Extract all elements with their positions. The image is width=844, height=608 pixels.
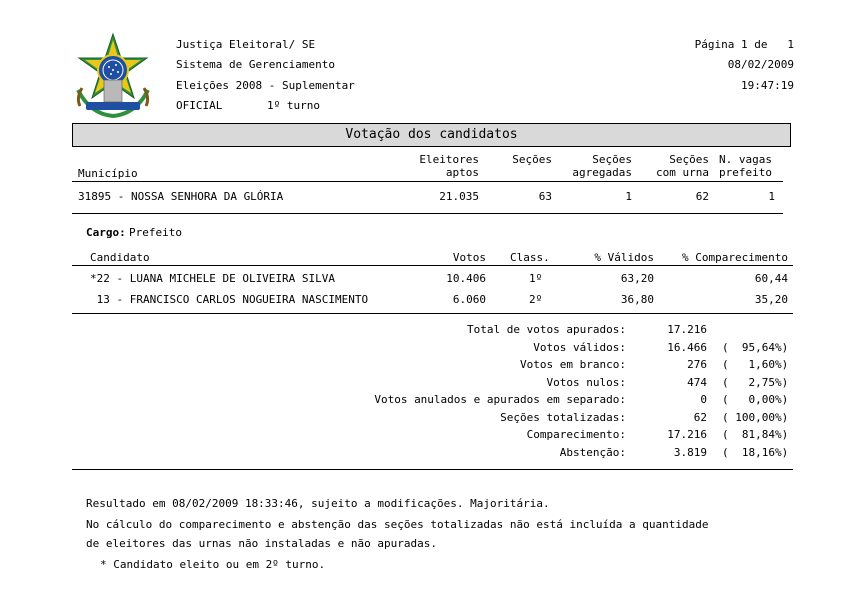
- candidate-votos: 6.060: [452, 293, 486, 306]
- report-date: 08/02/2009: [727, 58, 794, 71]
- candidate-class: 2º: [529, 293, 543, 306]
- candidate-validos: 36,80: [620, 293, 654, 306]
- totals-label: Votos válidos:: [533, 341, 626, 354]
- divider: [72, 313, 793, 314]
- totals-pct: ( 81,84%): [722, 428, 789, 441]
- candidate-comparecimento: 35,20: [754, 293, 788, 306]
- totals-value: 0: [700, 393, 707, 406]
- col-vagas-2: prefeito: [719, 166, 772, 179]
- report-title: Votação dos candidatos: [72, 123, 791, 147]
- totals-pct: ( 100,00%): [722, 411, 789, 424]
- election-name: Eleições 2008 - Suplementar: [176, 79, 355, 92]
- col-agregadas-1: Seções: [592, 153, 632, 166]
- totals-label: Seções totalizadas:: [500, 411, 626, 424]
- official-label: OFICIAL: [176, 99, 223, 112]
- turn-label: 1º turno: [267, 99, 320, 112]
- col-com-urna-1: Seções: [669, 153, 709, 166]
- candidate-votos: 10.406: [446, 272, 486, 285]
- com-urna-value: 62: [695, 190, 709, 203]
- agregadas-value: 1: [625, 190, 632, 203]
- divider: [72, 265, 793, 266]
- totals-pct: ( 1,60%): [722, 358, 789, 371]
- totals-pct: ( 0,00%): [722, 393, 789, 406]
- col-secoes: Seções: [512, 153, 552, 166]
- col-com-urna-2: com urna: [656, 166, 709, 179]
- col-votos: Votos: [452, 251, 486, 264]
- totals-label: Votos anulados e apurados em separado:: [374, 393, 626, 406]
- candidate-name: 13 - FRANCISCO CARLOS NOGUEIRA NASCIMENTO: [90, 293, 369, 306]
- totals-pct: ( 2,75%): [722, 376, 789, 389]
- col-municipio: Município: [78, 167, 138, 180]
- totals-value: 474: [687, 376, 707, 389]
- totals-label: Votos em branco:: [520, 358, 626, 371]
- totals-value: 3.819: [673, 446, 707, 459]
- candidate-class: 1º: [529, 272, 543, 285]
- col-validos: % Válidos: [594, 251, 654, 264]
- candidate-name: *22 - LUANA MICHELE DE OLIVEIRA SILVA: [90, 272, 336, 285]
- col-agregadas-2: agregadas: [572, 166, 632, 179]
- eleitores-aptos: 21.035: [439, 190, 479, 203]
- totals-value: 62: [693, 411, 707, 424]
- divider: [72, 181, 783, 182]
- totals-pct: ( 95,64%): [722, 341, 789, 354]
- secoes-value: 63: [538, 190, 552, 203]
- vagas-value: 1: [768, 190, 775, 203]
- totals-label: Votos nulos:: [546, 376, 626, 389]
- elected-legend: * Candidato eleito ou em 2º turno.: [100, 558, 326, 571]
- divider: [72, 213, 783, 214]
- brazil-coat-of-arms-icon: [70, 32, 156, 120]
- municipio-name: 31895 - NOSSA SENHORA DA GLÓRIA: [78, 190, 284, 203]
- totals-value: 17.216: [667, 323, 707, 336]
- totals-label: Total de votos apurados:: [467, 323, 626, 336]
- page-number: Página 1 de 1: [694, 38, 794, 51]
- totals-value: 276: [687, 358, 707, 371]
- cargo-label: Cargo:: [86, 226, 126, 239]
- divider: [72, 469, 793, 470]
- report-time: 19:47:19: [741, 79, 794, 92]
- candidate-validos: 63,20: [620, 272, 654, 285]
- cargo-value: Prefeito: [129, 226, 182, 239]
- calc-note-line-2: de eleitores das urnas não instaladas e não apuradas.: [86, 537, 437, 550]
- system-name: Sistema de Gerenciamento: [176, 58, 335, 71]
- col-vagas-1: N. vagas: [719, 153, 772, 166]
- result-note: Resultado em 08/02/2009 18:33:46, sujeito a modificações. Majoritária.: [86, 497, 550, 510]
- col-candidato: Candidato: [90, 251, 150, 264]
- candidate-comparecimento: 60,44: [754, 272, 788, 285]
- col-eleitores-2: aptos: [445, 166, 479, 179]
- col-comparecimento: % Comparecimento: [682, 251, 788, 264]
- totals-value: 16.466: [667, 341, 707, 354]
- org-name: Justiça Eleitoral/ SE: [176, 38, 316, 51]
- totals-value: 17.216: [667, 428, 707, 441]
- totals-label: Abstenção:: [559, 446, 626, 459]
- totals-label: Comparecimento:: [526, 428, 626, 441]
- calc-note-line-1: No cálculo do comparecimento e abstenção das seções totalizadas não está incluída a quantidade: [86, 518, 709, 531]
- col-eleitores-1: Eleitores: [419, 153, 479, 166]
- col-class: Class.: [510, 251, 550, 264]
- totals-pct: ( 18,16%): [722, 446, 789, 459]
